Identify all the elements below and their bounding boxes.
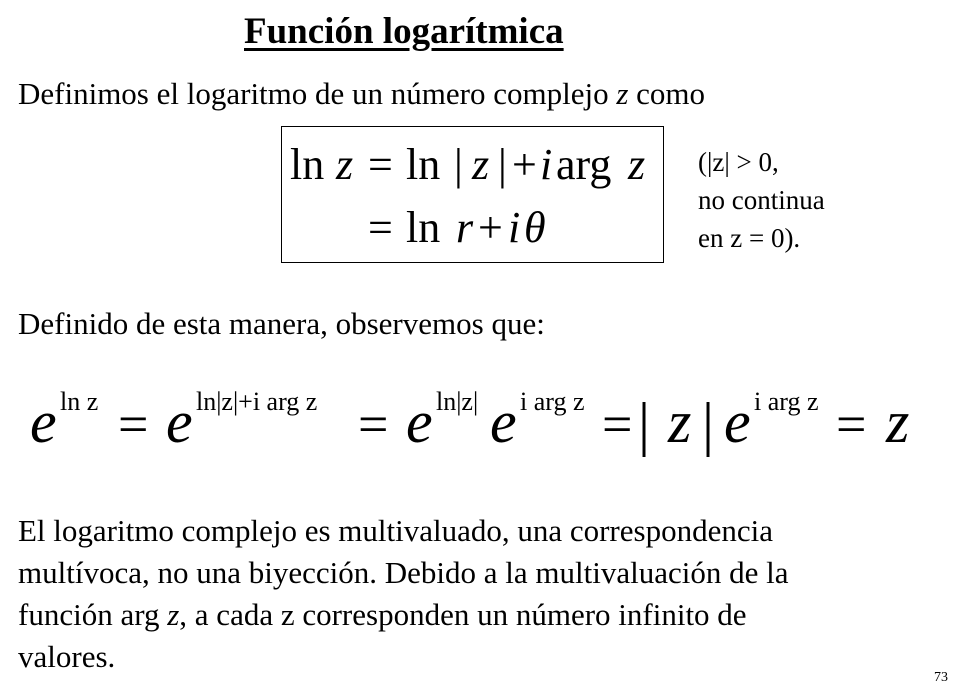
identity-svg (28, 370, 938, 470)
formula-theta: θ (524, 203, 546, 252)
formula-ln-1: ln (290, 140, 325, 189)
formula-ln-3: ln (406, 203, 441, 252)
page-title: Función logarítmica (244, 11, 564, 52)
paragraph-line-1: El logaritmo complejo es multivaluado, una correspondencia (18, 513, 773, 548)
formula-equals-2: = (368, 203, 393, 252)
exponential-log-identity (28, 370, 938, 470)
explanation-paragraph (18, 510, 948, 678)
formula-abs-left: | (454, 140, 463, 189)
eq-e-3: e (406, 389, 433, 455)
paragraph-line-4: valores. (18, 639, 116, 674)
side-note-line-1: (|z| > 0, (698, 147, 779, 177)
formula-ln-2: ln (406, 140, 441, 189)
formula-z-2: z (472, 140, 490, 189)
formula-abs-right: | (498, 140, 507, 189)
log-definition-svg (282, 127, 662, 261)
formula-i-2: i (508, 203, 521, 252)
eq-exp-5: i arg z (754, 387, 819, 416)
eq-equals-3: = (602, 394, 633, 454)
eq-e-4: e (490, 389, 517, 455)
formula-equals-1: = (368, 140, 393, 189)
eq-equals-1: = (118, 394, 149, 454)
eq-equals-2: = (358, 394, 389, 454)
formula-arg: arg (556, 140, 612, 189)
eq-exp-2: ln|z|+i arg z (196, 387, 318, 416)
subheading: Definido de esta manera, observemos que: (18, 306, 545, 341)
formula-z-1: z (336, 140, 354, 189)
formula-z-3: z (628, 140, 646, 189)
intro-after: como (628, 76, 706, 111)
formula-r: r (456, 203, 474, 252)
paragraph-line-3-a: función arg (18, 597, 168, 632)
paragraph-line-2: multívoca, no una biyección. Debido a la multivaluación de la (18, 555, 789, 590)
eq-e-5: e (724, 389, 751, 455)
intro-text (18, 76, 705, 112)
paragraph-line-3 (18, 594, 948, 636)
eq-z-1: z (668, 389, 692, 455)
eq-abs-right: | (702, 391, 715, 457)
eq-abs-left: | (638, 391, 651, 457)
eq-exp-1: ln z (60, 387, 99, 416)
eq-equals-4: = (836, 394, 867, 454)
side-note-line-2: no continua (698, 185, 825, 215)
log-definition-formula (281, 126, 664, 263)
eq-exp-3: ln|z| (436, 387, 479, 416)
eq-z-2: z (886, 389, 910, 455)
intro-variable: z (616, 76, 629, 111)
eq-e-2: e (166, 389, 193, 455)
formula-i-1: i (540, 140, 553, 189)
paragraph-line-3-var: z (167, 597, 180, 632)
eq-exp-4: i arg z (520, 387, 585, 416)
side-note (698, 143, 825, 257)
formula-plus-1: + (512, 140, 537, 189)
formula-plus-2: + (478, 203, 503, 252)
intro-before: Definimos el logaritmo de un número complejo (18, 76, 617, 111)
page-number: 73 (934, 670, 948, 685)
side-note-line-3: en z = 0). (698, 223, 801, 253)
paragraph-line-3-b: , a cada z corresponden un número infinito de (179, 597, 747, 632)
eq-e-1: e (30, 389, 57, 455)
